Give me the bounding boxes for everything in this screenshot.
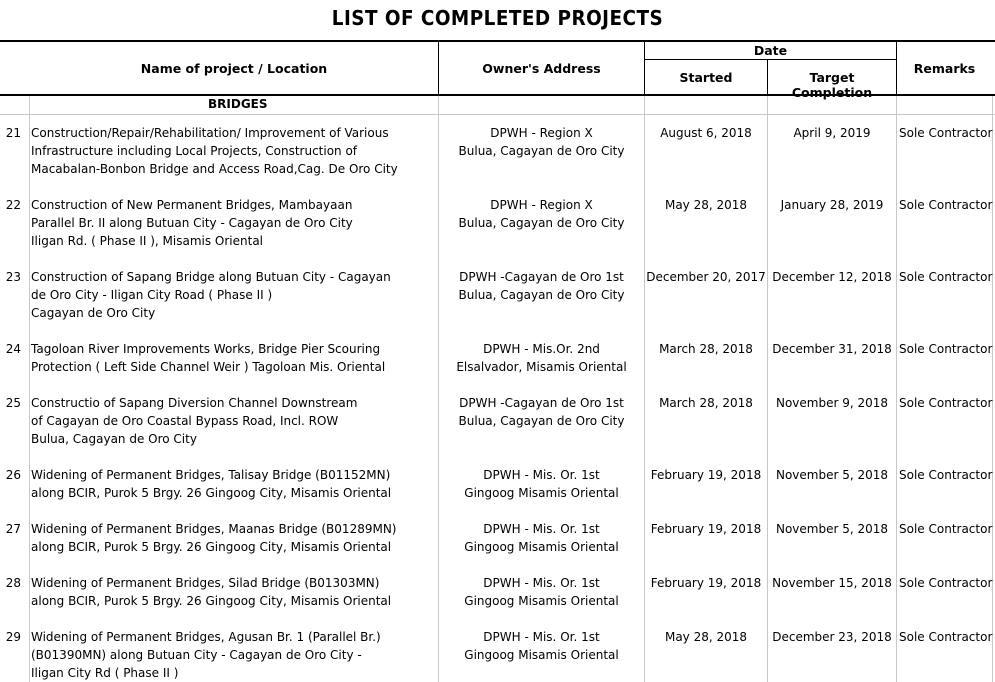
owner-address-line: DPWH - Mis. Or. 1st (483, 522, 600, 536)
header-started: Started (679, 70, 733, 85)
remarks: Sole Contractor (899, 468, 993, 482)
owner-address-line: DPWH - Mis. Or. 1st (483, 576, 600, 590)
remarks: Sole Contractor (899, 126, 993, 140)
target-completion: November 9, 2018 (775, 396, 889, 410)
section-row-divider (0, 114, 995, 115)
header-owner: Owner's Address (482, 61, 601, 76)
owner-address-line: DPWH -Cagayan de Oro 1st (459, 270, 624, 284)
owner-address-line: DPWH - Region X (490, 198, 593, 212)
date-started: May 28, 2018 (664, 198, 748, 212)
body-col-divider-2 (644, 96, 645, 682)
project-name-line: along BCIR, Purok 5 Brgy. 26 Gingoog City, Misamis Oriental (31, 594, 392, 608)
date-started: February 19, 2018 (650, 522, 762, 536)
project-name-line: along BCIR, Purok 5 Brgy. 26 Gingoog City, Misamis Oriental (31, 486, 392, 500)
remarks: Sole Contractor (899, 198, 993, 212)
row-number: 22 (5, 198, 21, 212)
target-completion: November 5, 2018 (775, 468, 889, 482)
date-started: March 28, 2018 (659, 396, 753, 410)
row-number: 21 (5, 126, 21, 140)
owner-address-line: DPWH - Mis.Or. 2nd (483, 342, 600, 356)
target-completion: November 5, 2018 (775, 522, 889, 536)
section-label: BRIDGES (208, 97, 268, 111)
remarks: Sole Contractor (899, 270, 993, 284)
date-started: February 19, 2018 (650, 468, 762, 482)
project-name-line: de Oro City - Iligan City Road ( Phase II ) (31, 288, 273, 302)
date-started: February 19, 2018 (650, 576, 762, 590)
project-name-line: Cagayan de Oro City (31, 306, 156, 320)
project-name-line: Widening of Permanent Bridges, Silad Bridge (B01303MN) (31, 576, 380, 590)
header-name: Name of project / Location (140, 61, 328, 76)
row-number: 28 (5, 576, 21, 590)
owner-address-line: Elsalvador, Misamis Oriental (456, 360, 627, 374)
project-name-line: Protection ( Left Side Channel Weir ) Tagoloan Mis. Oriental (31, 360, 386, 374)
target-completion: December 23, 2018 (772, 630, 892, 644)
owner-address-line: Bulua, Cagayan de Oro City (458, 288, 625, 302)
header-top-border (0, 40, 995, 42)
target-completion: April 9, 2019 (793, 126, 871, 140)
body-col-divider-4 (896, 96, 897, 682)
project-name-line: Iligan City Rd ( Phase II ) (31, 666, 179, 680)
project-name-line: Parallel Br. II along Butuan City - Cagayan de Oro City (31, 216, 353, 230)
page-title: LIST OF COMPLETED PROJECTS (331, 6, 664, 30)
owner-address-line: DPWH - Mis. Or. 1st (483, 468, 600, 482)
date-started: December 20, 2017 (646, 270, 766, 284)
target-completion: December 31, 2018 (772, 342, 892, 356)
date-subheader-divider (645, 59, 897, 60)
row-number: 25 (5, 396, 21, 410)
project-name-line: Constructio of Sapang Diversion Channel Downstream (31, 396, 358, 410)
row-number: 23 (5, 270, 21, 284)
remarks: Sole Contractor (899, 576, 993, 590)
body-col-divider-3 (767, 96, 768, 682)
project-name-line: (B01390MN) along Butuan City - Cagayan de Oro City - (31, 648, 362, 662)
project-name-line: Widening of Permanent Bridges, Agusan Br. 1 (Parallel Br.) (31, 630, 381, 644)
row-number: 24 (5, 342, 21, 356)
row-number: 29 (5, 630, 21, 644)
project-name-line: along BCIR, Purok 5 Brgy. 26 Gingoog City, Misamis Oriental (31, 540, 392, 554)
remarks: Sole Contractor (899, 396, 993, 410)
target-completion: December 12, 2018 (772, 270, 892, 284)
project-name-line: Bulua, Cagayan de Oro City (31, 432, 197, 446)
project-name-line: Iligan Rd. ( Phase II ), Misamis Oriental (31, 234, 264, 248)
project-name-line: Construction of New Permanent Bridges, Mambayaan (31, 198, 353, 212)
project-name-line: Construction/Repair/Rehabilitation/ Improvement of Various (31, 126, 389, 140)
date-started: May 28, 2018 (664, 630, 748, 644)
row-number: 26 (5, 468, 21, 482)
body-col-divider-5 (992, 96, 993, 682)
owner-address-line: Bulua, Cagayan de Oro City (458, 144, 625, 158)
header-remarks: Remarks (913, 61, 976, 76)
project-name-line: Macabalan-Bonbon Bridge and Access Road,Cag. De Oro City (31, 162, 398, 176)
row-number: 27 (5, 522, 21, 536)
project-name-line: Construction of Sapang Bridge along Butuan City - Cagayan (31, 270, 391, 284)
date-started: August 6, 2018 (660, 126, 752, 140)
header-target-completion: Target Completion (791, 70, 873, 100)
owner-address-line: Gingoog Misamis Oriental (464, 594, 619, 608)
target-completion: November 15, 2018 (772, 576, 892, 590)
date-started: March 28, 2018 (659, 342, 753, 356)
owner-address-line: DPWH -Cagayan de Oro 1st (459, 396, 624, 410)
project-name-line: Widening of Permanent Bridges, Maanas Bridge (B01289MN) (31, 522, 397, 536)
target-completion: January 28, 2019 (780, 198, 884, 212)
project-name-line: Infrastructure including Local Projects, Construction of (31, 144, 358, 158)
owner-address-line: DPWH - Mis. Or. 1st (483, 630, 600, 644)
body-col-divider-0 (29, 96, 30, 682)
remarks: Sole Contractor (899, 342, 993, 356)
remarks: Sole Contractor (899, 630, 993, 644)
header-date: Date (753, 43, 788, 58)
owner-address-line: Gingoog Misamis Oriental (464, 540, 619, 554)
project-name-line: Widening of Permanent Bridges, Talisay Bridge (B01152MN) (31, 468, 391, 482)
owner-address-line: DPWH - Region X (490, 126, 593, 140)
owner-address-line: Bulua, Cagayan de Oro City (458, 216, 625, 230)
owner-address-line: Gingoog Misamis Oriental (464, 648, 619, 662)
remarks: Sole Contractor (899, 522, 993, 536)
owner-address-line: Gingoog Misamis Oriental (464, 486, 619, 500)
owner-address-line: Bulua, Cagayan de Oro City (458, 414, 625, 428)
project-name-line: of Cagayan de Oro Coastal Bypass Road, Incl. ROW (31, 414, 339, 428)
project-name-line: Tagoloan River Improvements Works, Bridge Pier Scouring (31, 342, 381, 356)
